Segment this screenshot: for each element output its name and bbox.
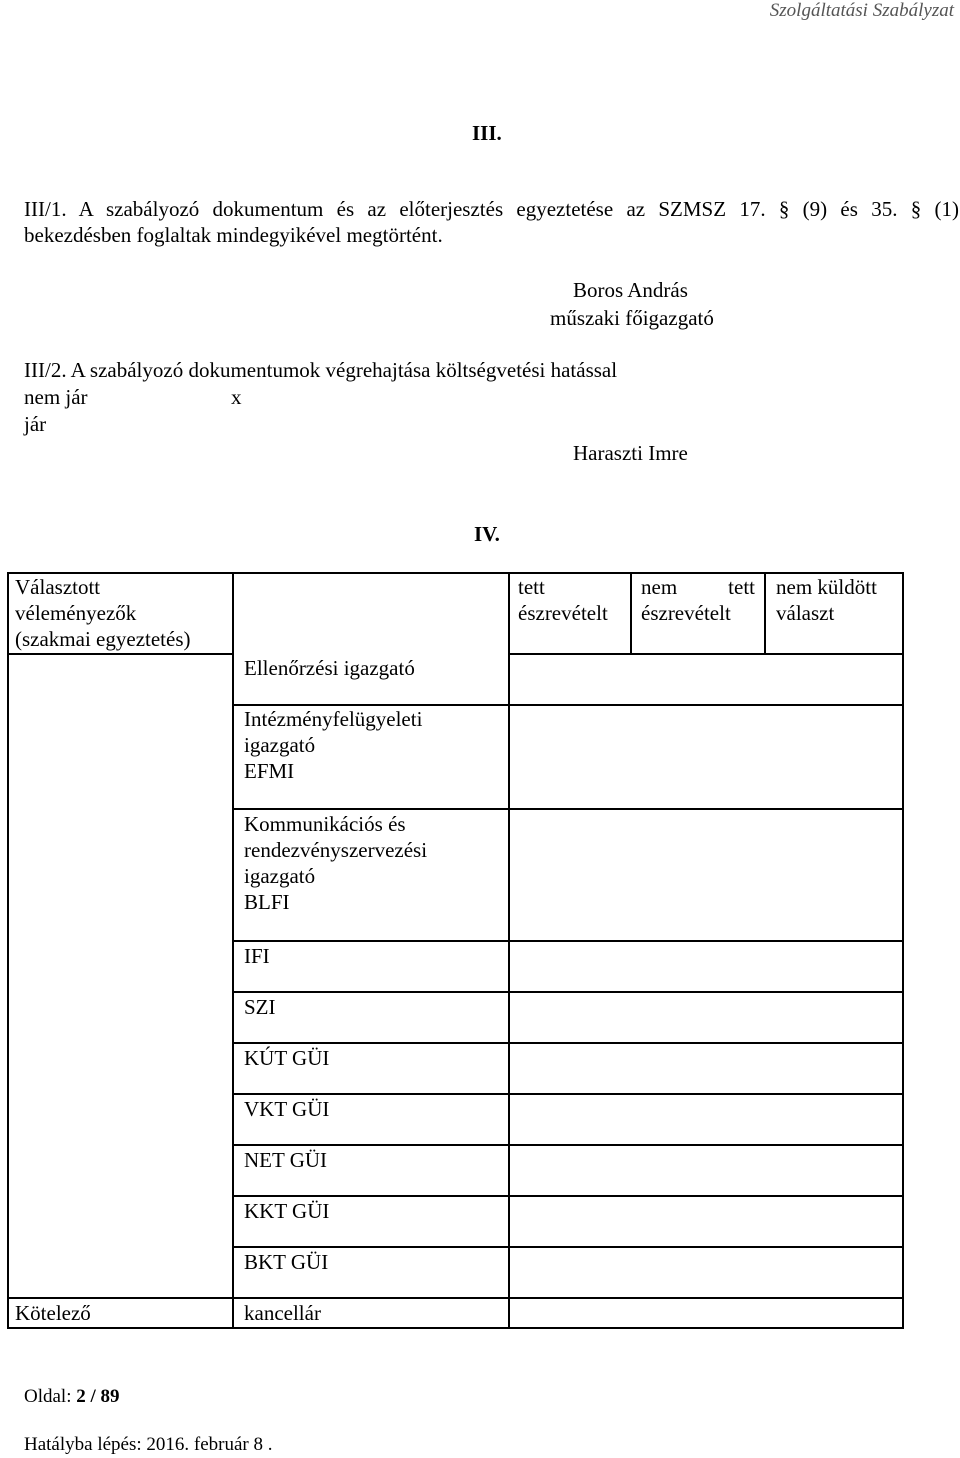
- header-col4-word: nem: [641, 575, 678, 599]
- footer-page-number: [24, 1384, 120, 1410]
- footer-page-current: 2: [76, 1386, 86, 1407]
- reviewer-line: BLFI: [244, 890, 290, 914]
- reviewer-line: KÚT GÜI: [244, 1046, 330, 1070]
- row-divider: [232, 991, 904, 993]
- paragraph-iii-1: [24, 196, 959, 248]
- footer-effective-date: Hatályba lépés: 2016. február 8 .: [24, 1434, 273, 1455]
- reviewer-line: kancellár: [244, 1301, 321, 1325]
- section-heading-iii: III.: [472, 121, 502, 145]
- header-col5-line: választ: [776, 601, 835, 625]
- table-divider-col2: [508, 572, 510, 1328]
- table-row-reviewer: [244, 655, 415, 681]
- row-divider: [232, 1042, 904, 1044]
- row-divider: [232, 1195, 904, 1197]
- header-col3-line: tett: [518, 575, 545, 599]
- table-row-reviewer: [244, 706, 422, 784]
- reviewer-line: igazgató: [244, 864, 316, 888]
- header-col4-line: [641, 574, 755, 600]
- header-col5-line: nem küldött: [776, 575, 877, 599]
- reviewer-line: rendezvényszervezési: [244, 838, 428, 862]
- table-row-reviewer: [244, 1045, 329, 1071]
- header-col1-line: véleményezők: [15, 601, 137, 625]
- table-header-bottom-col1: [7, 653, 234, 655]
- row-divider: [232, 1144, 904, 1146]
- section-heading-iv: IV.: [474, 522, 500, 546]
- row-divider: [232, 1093, 904, 1095]
- header-col3-line: észrevételt: [518, 601, 608, 625]
- reviewer-line: Kommunikációs és: [244, 812, 406, 836]
- reviewer-line: BKT GÜI: [244, 1250, 329, 1274]
- row-divider: [232, 1246, 904, 1248]
- header-col4: [641, 574, 755, 626]
- table-divider-col1: [232, 572, 234, 1328]
- signatory-role-1: műszaki főigazgató: [550, 306, 714, 330]
- signatory-name-1: Boros András: [573, 278, 688, 302]
- table-border-bottom: [7, 1327, 904, 1329]
- footer-page-total: 89: [100, 1386, 120, 1407]
- table-divider-col3: [630, 572, 632, 654]
- header-col1-line: (szakmai egyeztetés): [15, 627, 191, 651]
- header-col3: [518, 574, 608, 626]
- signatory-name-2: Haraszti Imre: [573, 441, 688, 465]
- footer-page-separator: /: [85, 1386, 101, 1407]
- table-row-reviewer: [244, 1147, 327, 1173]
- header-col1: [15, 574, 191, 652]
- reviewer-line: NET GÜI: [244, 1148, 328, 1172]
- reviewer-line: VKT GÜI: [244, 1097, 330, 1121]
- table-border-right: [902, 572, 904, 1328]
- table-row-reviewer: [244, 1096, 329, 1122]
- reviewer-line: Intézményfelügyeleti: [244, 707, 423, 731]
- table-border-left: [7, 572, 9, 1328]
- header-col5: [776, 574, 877, 626]
- document-header-title: Szolgáltatási Szabályzat: [769, 0, 954, 21]
- footer-page-label: Oldal:: [24, 1386, 77, 1407]
- table-row-reviewer: [244, 994, 276, 1020]
- reviewer-line: Ellenőrzési igazgató: [244, 656, 415, 680]
- reviewer-line: EFMI: [244, 759, 295, 783]
- option-nem-jar-mark: x: [231, 385, 242, 409]
- table-row-reviewer: [244, 811, 427, 915]
- table-row-reviewer: [244, 1198, 329, 1224]
- table-row-reviewer: [244, 943, 270, 969]
- paragraph-iii-1-line1: III/1. A szabályozó dokumentum és az előterjesztés egyeztetése az SZMSZ 17. § (9) és 35. § (1): [24, 197, 959, 221]
- reviewer-line: IFI: [244, 944, 270, 968]
- table-header-bottom-right: [508, 653, 904, 655]
- reviewer-line: SZI: [244, 995, 276, 1019]
- reviewer-line: igazgató: [244, 733, 316, 757]
- header-col4-word: tett: [728, 575, 755, 599]
- mandatory-label: Kötelező: [15, 1301, 91, 1325]
- table-row-reviewer: [244, 1249, 328, 1275]
- header-col1-line: Választott: [15, 575, 101, 599]
- table-divider-col4: [764, 572, 766, 654]
- option-nem-jar: nem jár: [24, 385, 88, 409]
- table-row-reviewer: [244, 1300, 321, 1326]
- row-divider: [232, 940, 904, 942]
- row-divider: [232, 808, 904, 810]
- paragraph-iii-2: III/2. A szabályozó dokumentumok végrehajtása költségvetési hatással: [24, 358, 618, 382]
- header-col4-line: észrevételt: [641, 601, 731, 625]
- paragraph-iii-1-line2: bekezdésben foglaltak mindegyikével megtörtént.: [24, 223, 443, 247]
- option-jar: jár: [24, 412, 47, 436]
- reviewer-line: KKT GÜI: [244, 1199, 330, 1223]
- row-divider-full: [7, 1297, 904, 1299]
